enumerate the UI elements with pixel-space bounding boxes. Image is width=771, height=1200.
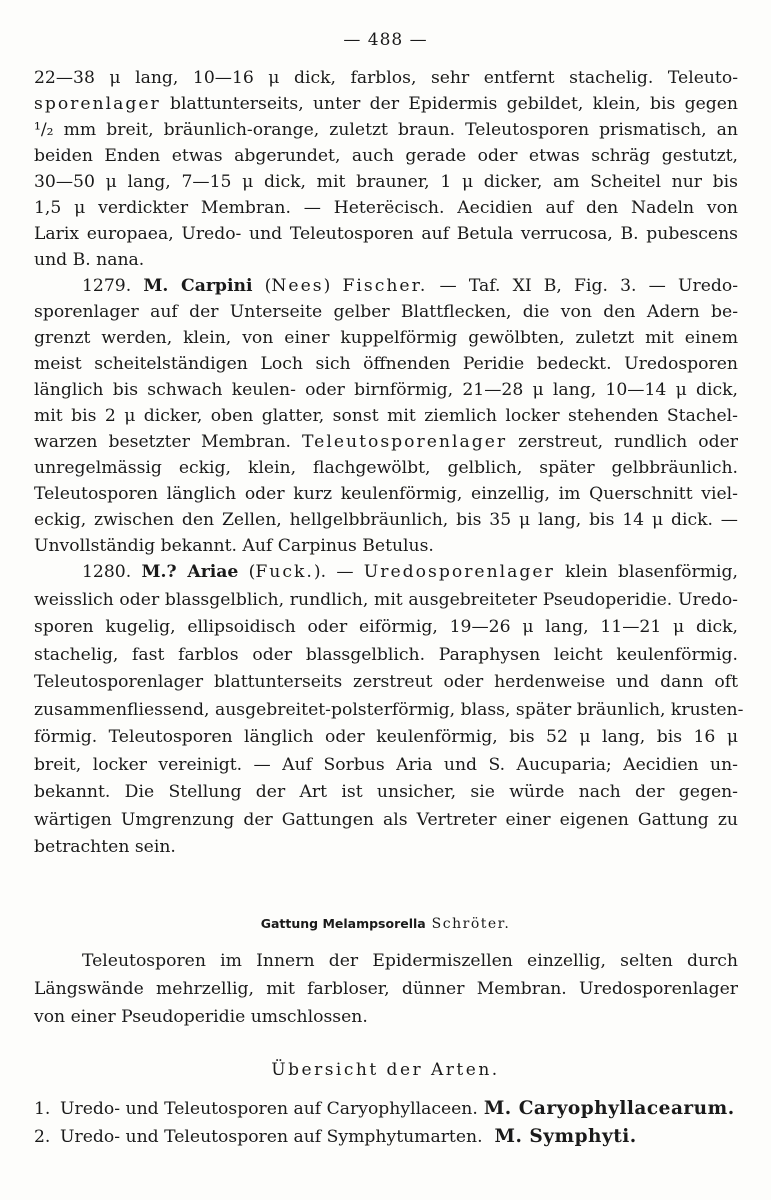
text-line: eckig, zwischen den Zellen, hellgelbbräunlich, bis 35 μ lang, bis 14 μ dick. — [34, 510, 738, 530]
text-span: ( [252, 276, 272, 296]
genus-heading [0, 912, 771, 936]
text-line: unregelmässig eckig, klein, flachgewölbt, gelblich, später gelbbräunlich. [34, 458, 738, 478]
text-line: grenzt werden, klein, von einer kuppelförmig gewölbten, zuletzt mit einem [34, 328, 738, 348]
text-line [34, 559, 738, 585]
text-line: wärtigen Umgrenzung der Gattungen als Vertreter einer eigenen Gattung zu [34, 810, 738, 830]
text-span: klein blasenförmig, [554, 562, 738, 582]
text-span: warzen besetzter Membran. [34, 432, 303, 452]
key-text: Uredo- und Teleutosporen auf Symphytumarten. [60, 1127, 483, 1147]
text-line: von einer Pseudoperidie umschlossen. [34, 1007, 368, 1027]
species-name: M.? Ariae [141, 562, 239, 582]
text-line: Unvollständig bekannt. Auf Carpinus Betulus. [34, 536, 434, 556]
genus-name: Gattung Melampsorella [260, 916, 426, 931]
overview-title: Übersicht der Arten. [271, 1060, 500, 1080]
text-line: 1,5 μ verdickter Membran. — Heterëcisch. Aecidien auf den Nadeln von [34, 198, 738, 218]
key-item [34, 1124, 744, 1150]
species-name: M. Carpini [143, 276, 253, 296]
key-result: M. Symphyti. [494, 1126, 637, 1147]
text-line [34, 273, 738, 299]
text-span: zerstreut, rundlich oder [507, 432, 738, 452]
text-line: 30—50 μ lang, 7—15 μ dick, mit brauner, 1 μ dicker, am Scheitel nur bis [34, 172, 738, 192]
author-name: Fuck. [255, 562, 314, 582]
key-number: 2. [34, 1127, 51, 1147]
key-number: 1. [34, 1099, 51, 1119]
text-line: betrachten sein. [34, 837, 176, 857]
text-span: ( [238, 562, 256, 582]
text-line: breit, locker vereinigt. — Auf Sorbus Aria und S. Aucuparia; Aecidien un- [34, 755, 738, 775]
text-line: ¹/₂ mm breit, bräunlich-orange, zuletzt braun. Teleutosporen prismatisch, an [34, 120, 738, 140]
text-line: sporen kugelig, ellipsoidisch oder eiförmig, 19—26 μ lang, 11—21 μ dick, [34, 617, 738, 637]
text-span: ) [323, 276, 343, 296]
text-span: ). — [313, 562, 364, 582]
text-line [34, 429, 738, 455]
text-line: weisslich oder blassgelblich, rundlich, mit ausgebreiteter Pseudoperidie. Uredo- [34, 590, 738, 610]
key-text: Uredo- und Teleutosporen auf Caryophyllaceen. [60, 1099, 478, 1119]
text-line: zusammenfliessend, ausgebreitet-polsterförmig, blass, später bräunlich, krusten- [34, 700, 744, 720]
text-line [34, 91, 738, 117]
spaced-term: sporenlager [34, 94, 161, 114]
text-line: Längswände mehrzellig, mit farbloser, dünner Membran. Uredosporenlager [34, 979, 738, 999]
text-line: stachelig, fast farblos oder blassgelblich. Paraphysen leicht keulenförmig. [34, 645, 738, 665]
spaced-term: Teleutosporenlager [302, 432, 508, 452]
text-line: 22—38 μ lang, 10—16 μ dick, farblos, sehr entfernt stachelig. Teleuto- [34, 68, 738, 88]
text-line: Teleutosporen im Innern der Epidermiszellen einzellig, selten durch [82, 951, 738, 971]
author-name: Nees [271, 276, 324, 296]
text-span: blattunterseits, unter der Epidermis gebildet, klein, bis gegen [160, 94, 738, 114]
author-name: Fischer. [342, 276, 428, 296]
text-span: — Taf. XI B, Fig. 3. — Uredo- [427, 276, 739, 296]
spaced-term: Uredosporenlager [363, 562, 555, 582]
text-line: bekannt. Die Stellung der Art ist unsicher, sie würde nach der gegen- [34, 782, 738, 802]
text-line: Teleutosporenlager blattunterseits zerstreut oder herdenweise und dann oft [34, 672, 738, 692]
text-line: beiden Enden etwas abgerundet, auch gerade oder etwas schräg gestutzt, [34, 146, 738, 166]
entry-number: 1280. [82, 562, 132, 582]
entry-number: 1279. [82, 276, 132, 296]
text-line: Larix europaea, Uredo- und Teleutosporen auf Betula verrucosa, B. pubescens [34, 224, 738, 244]
text-line: und B. nana. [34, 250, 145, 270]
genus-author: Schröter. [425, 916, 511, 932]
key-result: M. Caryophyllacearum. [483, 1098, 735, 1119]
text-line: sporenlager auf der Unterseite gelber Blattflecken, die von den Adern be- [34, 302, 738, 322]
text-line: mit bis 2 μ dicker, oben glatter, sonst mit ziemlich locker stehenden Stachel- [34, 406, 738, 426]
key-item [34, 1096, 744, 1122]
text-line: Teleutosporen länglich oder kurz keulenförmig, einzellig, im Querschnitt viel- [34, 484, 738, 504]
text-line: förmig. Teleutosporen länglich oder keulenförmig, bis 52 μ lang, bis 16 μ [34, 727, 738, 747]
text-line: länglich bis schwach keulen- oder birnförmig, 21—28 μ lang, 10—14 μ dick, [34, 380, 738, 400]
text-line: meist scheitelständigen Loch sich öffnenden Peridie bedeckt. Uredosporen [34, 354, 738, 374]
page-number: — 488 — [343, 30, 428, 50]
